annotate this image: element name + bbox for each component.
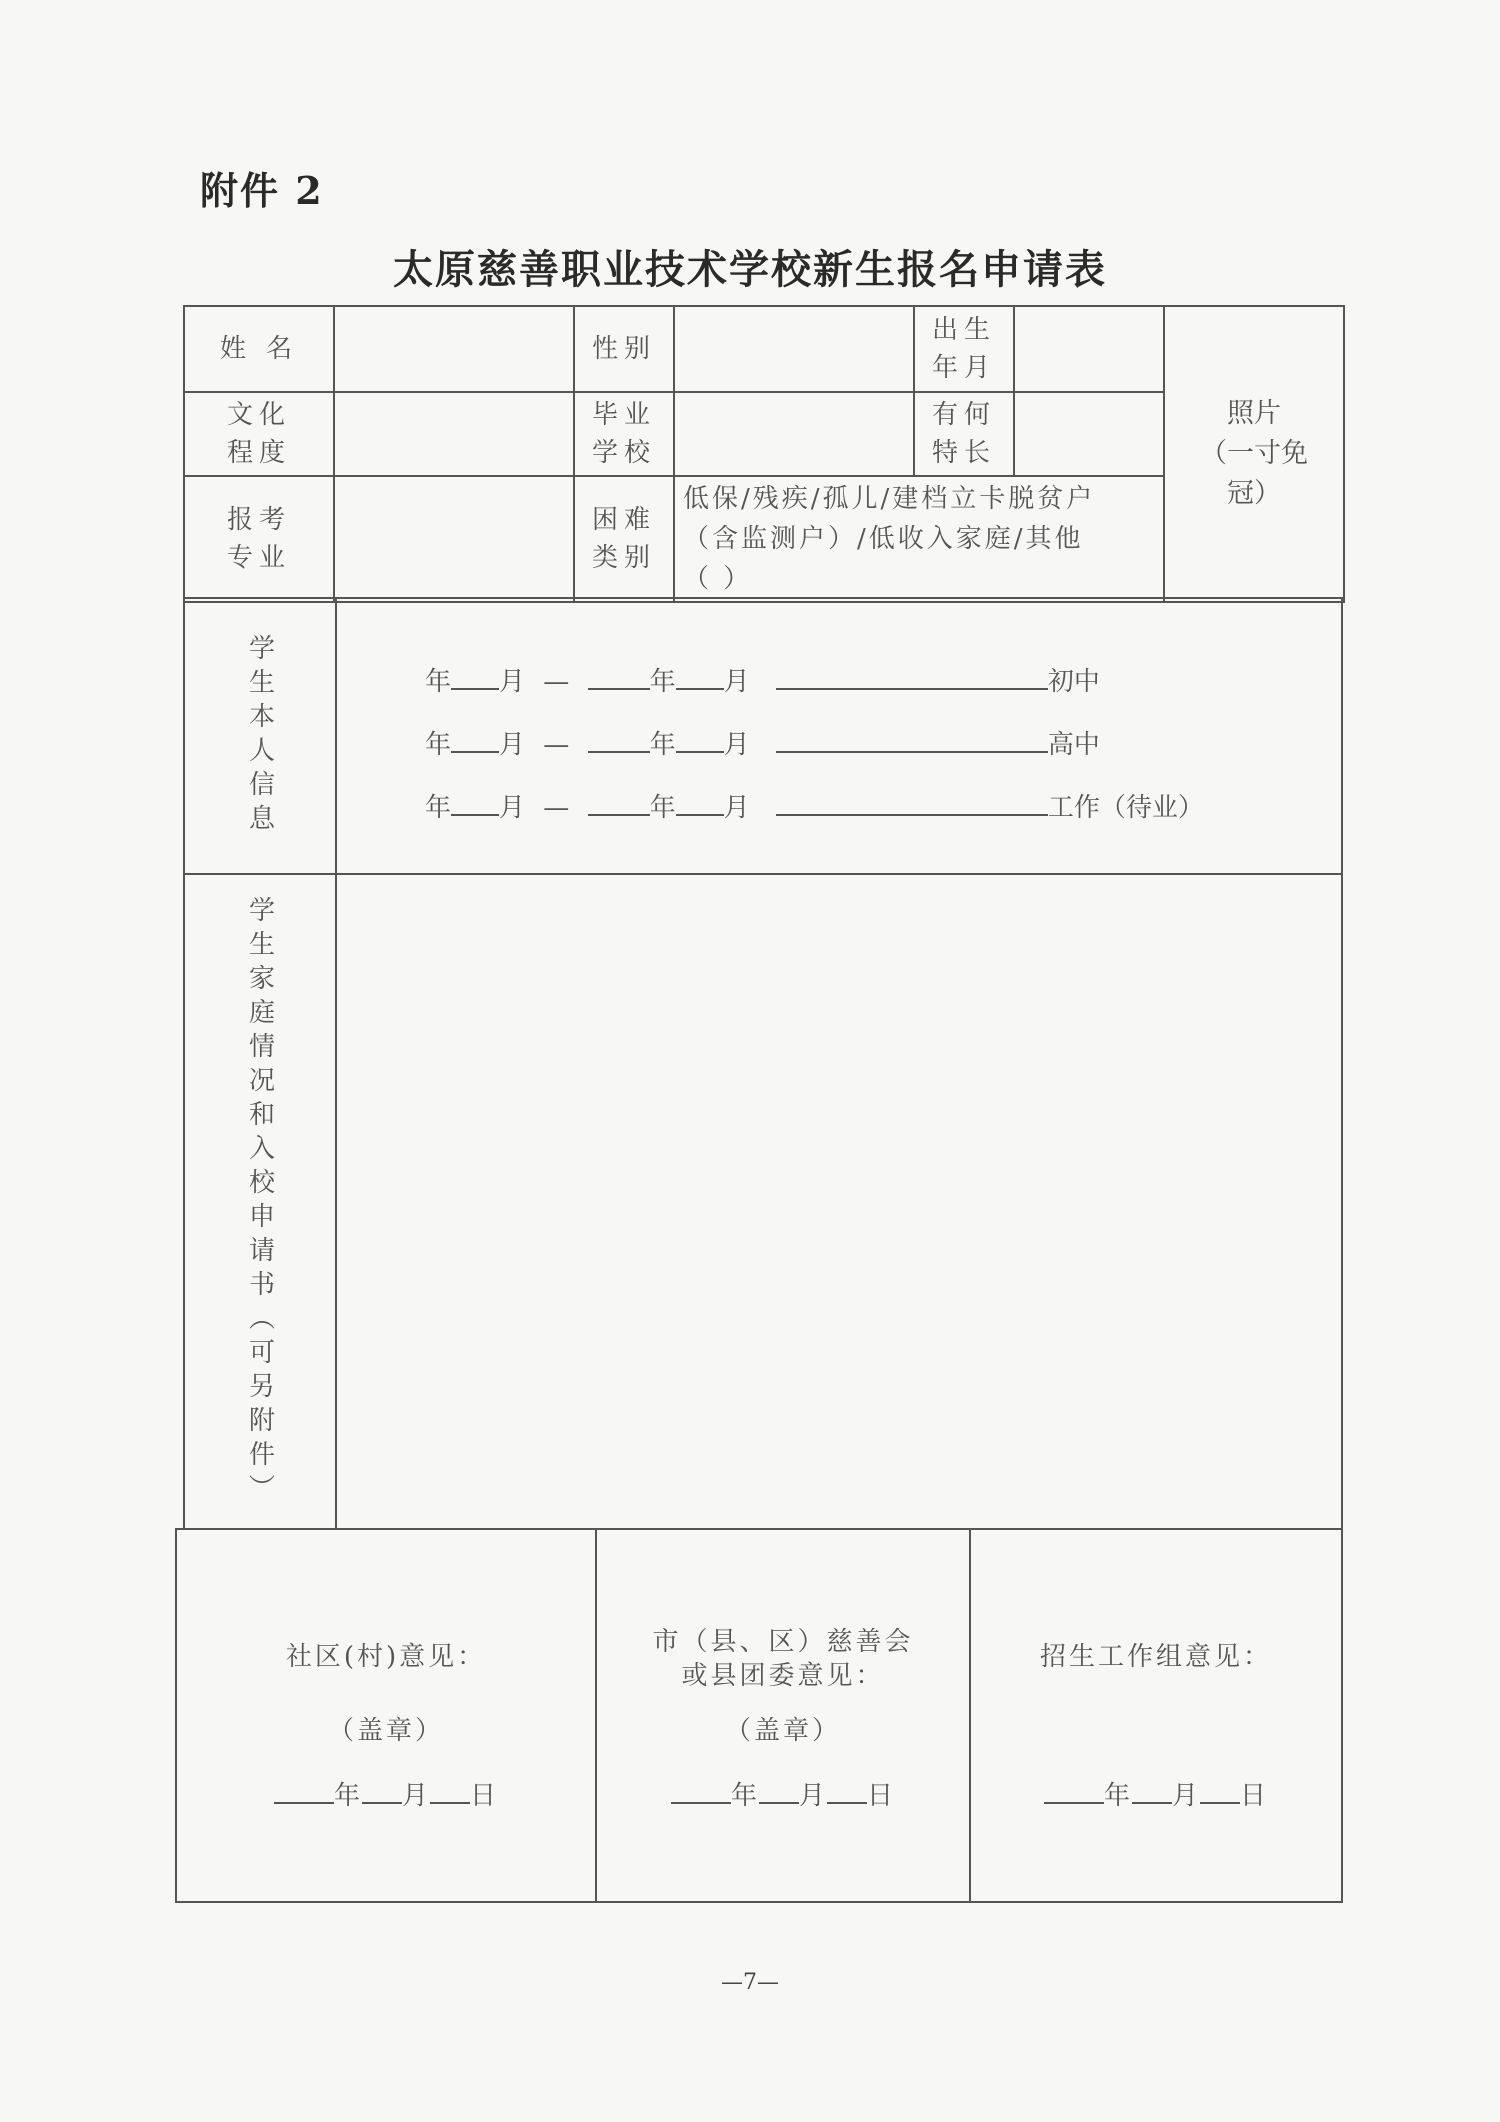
charity-seal: （盖章）: [724, 1716, 841, 1746]
education-row-senior[interactable]: 年 月 — 年 月 高中: [425, 730, 1100, 760]
gender-field[interactable]: [674, 306, 914, 392]
community-opinion-label: 社区(村)意见：: [285, 1642, 487, 1672]
community-opinion-cell[interactable]: [177, 1530, 595, 1901]
major-label: 报考 专业: [184, 476, 334, 602]
education-field[interactable]: [334, 392, 574, 476]
community-date[interactable]: 年 月 日: [177, 1775, 595, 1812]
gender-label: 性别: [574, 306, 674, 392]
opinions-section: [175, 1528, 1343, 1903]
education-label: 文化 程度: [184, 392, 334, 476]
family-section: [183, 873, 1343, 1530]
student-info-label-cell: [185, 599, 337, 873]
page-number: —7—: [721, 1970, 779, 1995]
recruitment-opinion-cell[interactable]: [969, 1530, 1341, 1901]
graduate-school-label: 毕业 学校: [574, 392, 674, 476]
hardship-options[interactable]: 低保/残疾/孤儿/建档立卡脱贫户 （含监测户）/低收入家庭/其他 （ ）: [674, 476, 1164, 602]
basic-info-table: [183, 305, 1345, 603]
birth-field[interactable]: [1014, 306, 1164, 392]
attachment-label: 附件 2: [200, 168, 324, 213]
birth-label: 出生 年月: [914, 306, 1014, 392]
charity-opinion-cell[interactable]: [595, 1530, 969, 1901]
form-title: 太原慈善职业技术学校新生报名申请表: [393, 246, 1107, 293]
hardship-label: 困难 类别: [574, 476, 674, 602]
name-field[interactable]: [334, 306, 574, 392]
recruitment-opinion-label: 招生工作组意见：: [1039, 1642, 1272, 1672]
student-info-label: 学生本人信息: [244, 634, 275, 838]
education-row-work[interactable]: 年 月 — 年 月 工作（待业）: [425, 793, 1204, 823]
charity-date[interactable]: 年 月 日: [597, 1775, 969, 1812]
talent-field[interactable]: [1014, 392, 1164, 476]
family-label-cell: [185, 875, 337, 1528]
name-label: 姓 名: [184, 306, 334, 392]
education-row-junior[interactable]: 年 月 — 年 月 初中: [425, 667, 1100, 697]
community-seal: （盖章）: [327, 1716, 444, 1746]
talent-label: 有何 特长: [914, 392, 1014, 476]
photo-box[interactable]: 照片 （一寸免 冠）: [1164, 306, 1344, 602]
recruitment-date[interactable]: 年 月 日: [971, 1775, 1341, 1812]
major-field[interactable]: [334, 476, 574, 602]
graduate-school-field[interactable]: [674, 392, 914, 476]
student-info-section: [183, 597, 1343, 875]
charity-opinion-label: 市（县、区）慈善会 或县团委意见：: [652, 1627, 914, 1691]
family-label: 学生家庭情况和入校申请书（可另附件）: [244, 895, 275, 1508]
family-application-area[interactable]: [337, 875, 1341, 1528]
